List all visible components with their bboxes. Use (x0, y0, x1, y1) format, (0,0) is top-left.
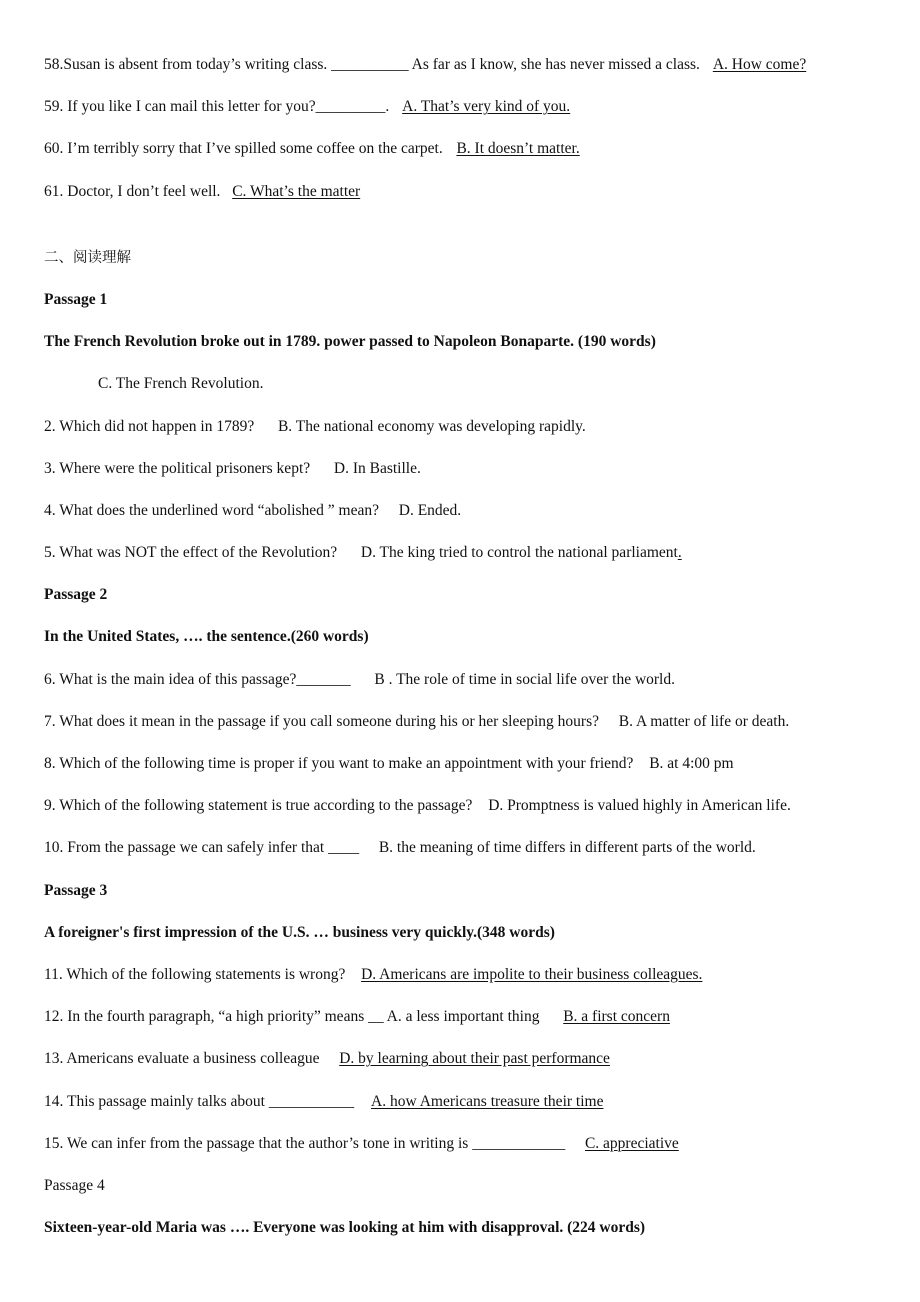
passage-1-question-2 (44, 412, 904, 454)
question-60 (44, 134, 904, 176)
answer-text: A. How come? (712, 56, 807, 73)
question-text: 14. This passage mainly talks about ___________ (44, 1092, 355, 1110)
passage-2-question-10 (44, 833, 904, 875)
answer-text: C. appreciative (584, 1134, 679, 1152)
passage-1-title: Passage 1 (44, 290, 108, 308)
answer-text: B. The national economy was developing rapidly. (277, 417, 586, 435)
question-text: 12. In the fourth paragraph, “a high priority” means __ A. a less important thing (44, 1008, 540, 1026)
passage-2-question-6 (44, 665, 904, 707)
answer-text: D. Ended. (398, 501, 462, 519)
passage-1-question-4 (44, 496, 904, 538)
question-text: 8. Which of the following time is proper if you want to make an appointment with your friend? (44, 755, 634, 772)
answer-text: B. a first concern (563, 1008, 670, 1026)
passage-1-question-3 (44, 454, 904, 496)
passage-1-question-5 (44, 538, 904, 580)
question-61 (44, 177, 904, 219)
answer-text: B . The role of time in social life over the world. (374, 670, 675, 688)
question-text: 2. Which did not happen in 1789? (44, 417, 255, 435)
question-58 (44, 50, 904, 92)
question-text: 7. What does it mean in the passage if you call someone during his or her sleeping hours? (44, 712, 599, 730)
passage-3-question-15 (44, 1129, 904, 1171)
passage-4-summary: Sixteen-year-old Maria was …. Everyone was looking at him with disapproval. (224 words) (44, 1219, 646, 1237)
question-text: 60. I’m terribly sorry that I’ve spilled some coffee on the carpet. (44, 140, 447, 158)
question-text: 6. What is the main idea of this passage?_______ (44, 670, 351, 688)
section-title: 二、阅读理解 (44, 249, 131, 266)
passage-3-title: Passage 3 (44, 881, 108, 899)
answer-text: B. A matter of life or death. (618, 712, 790, 730)
passage-3-summary: A foreigner's first impression of the U.S. … business very quickly.(348 words) (44, 923, 555, 941)
passage-2-question-9 (44, 791, 904, 833)
spacer (44, 219, 904, 243)
question-text: 13. Americans evaluate a business colleague (44, 1050, 320, 1068)
question-text: 10. From the passage we can safely infer that ____ (44, 839, 360, 857)
passage-1-summary: The French Revolution broke out in 1789. power passed to Napoleon Bonaparte. (190 words) (44, 333, 656, 351)
question-text: 58.Susan is absent from today’s writing class. __________ As far as I know, she has never missed a class. (44, 56, 700, 73)
question-text: 3. Where were the political prisoners kept? (44, 459, 311, 477)
answer-text: D. The king tried to control the national parliament (360, 544, 678, 562)
passage-2-title: Passage 2 (44, 586, 108, 604)
question-text: 15. We can infer from the passage that the author’s tone in writing is ____________ (44, 1134, 566, 1152)
passage-1-answer-1 (44, 369, 904, 411)
answer-text: A. how Americans treasure their time (371, 1092, 604, 1110)
answer-text: A. That’s very kind of you. (402, 98, 571, 116)
passage-2-question-7 (44, 707, 904, 749)
passage-3-question-11 (44, 960, 904, 1002)
question-text: 11. Which of the following statements is wrong? (44, 965, 346, 983)
passage-3-question-12 (44, 1002, 904, 1044)
passage-2-question-8 (44, 749, 904, 791)
document-page (44, 50, 904, 1255)
answer-text: D. by learning about their past performance (339, 1050, 610, 1068)
answer-text: D. Americans are impolite to their business colleagues. (361, 965, 703, 983)
passage-2-summary: In the United States, …. the sentence.(260 words) (44, 628, 369, 646)
question-59 (44, 92, 904, 134)
answer-text: B. It doesn’t matter. (456, 140, 580, 158)
answer-text: B. at 4:00 pm (649, 755, 734, 772)
question-text: 5. What was NOT the effect of the Revolution? (44, 544, 338, 562)
answer-tail: . (677, 544, 682, 562)
answer-text: B. the meaning of time differs in different parts of the world. (378, 839, 756, 857)
passage-3-question-14 (44, 1087, 904, 1129)
question-text: 9. Which of the following statement is true according to the passage? (44, 797, 473, 815)
answer-text: C. The French Revolution. (98, 375, 264, 393)
question-text: 59. If you like I can mail this letter for you?_________. (44, 98, 394, 116)
answer-text: C. What’s the matter (232, 182, 361, 200)
passage-4-title: Passage 4 (44, 1176, 105, 1194)
answer-text: D. In Bastille. (333, 459, 421, 477)
question-text: 61. Doctor, I don’t feel well. (44, 182, 225, 200)
answer-text: D. Promptness is valued highly in American life. (488, 797, 791, 815)
passage-3-question-13 (44, 1044, 904, 1086)
question-text: 4. What does the underlined word “abolished ” mean? (44, 501, 380, 519)
